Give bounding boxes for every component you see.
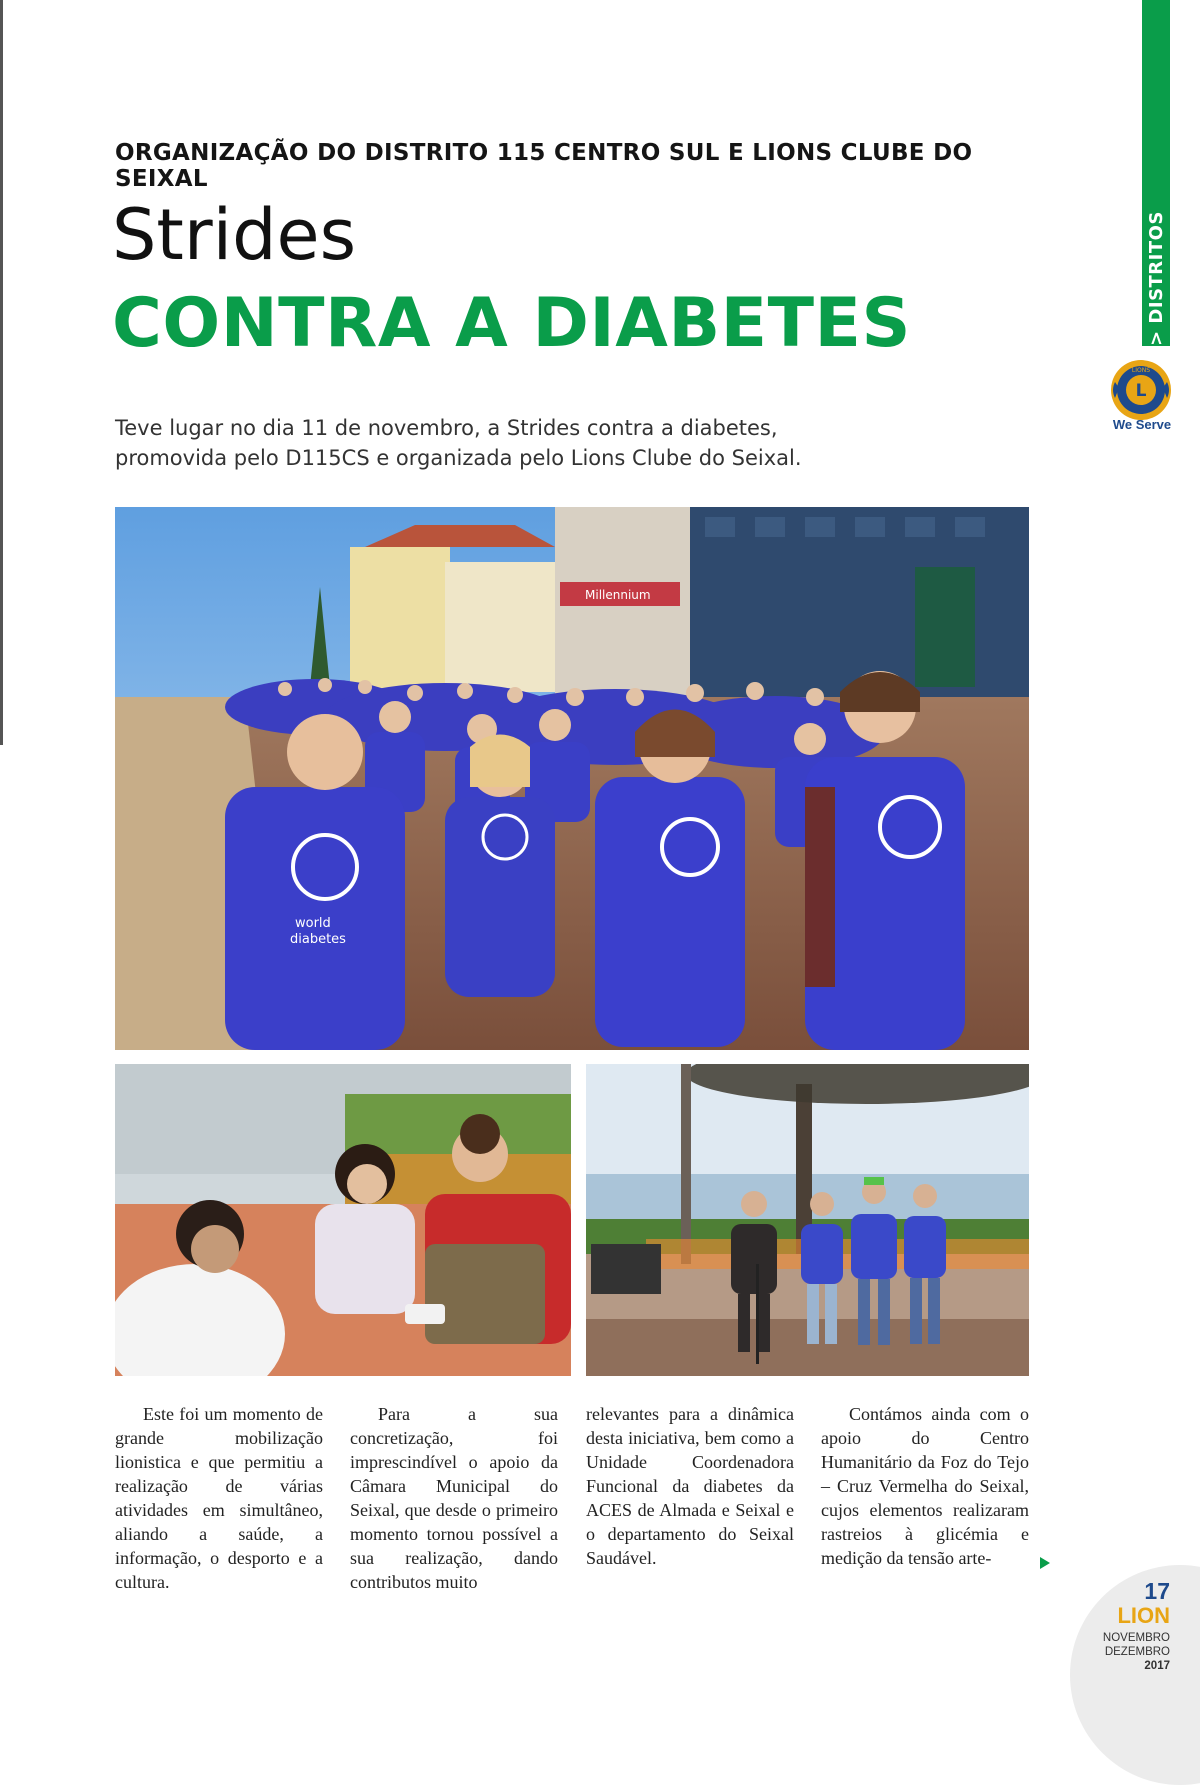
issue-year: 2017 (1144, 1660, 1170, 1672)
svg-text:diabetes: diabetes (290, 932, 346, 947)
left-page-edge (0, 0, 3, 745)
article-title-line2: CONTRA A DIABETES (112, 284, 911, 363)
page-number: 17 (1144, 1578, 1170, 1604)
issue-month-1: NOVEMBRO (1102, 1632, 1170, 1644)
article-lead (115, 413, 935, 473)
photo-health-screening (115, 1064, 571, 1376)
logo-tagline: We Serve (1112, 417, 1172, 432)
svg-text:L: L (1135, 381, 1147, 401)
lions-ring-text: LIONS (1131, 367, 1151, 374)
section-tab-label: > DISTRITOS (1145, 210, 1167, 346)
photo-group-riverside (586, 1064, 1029, 1376)
issue-month-2: DEZEMBRO (1104, 1646, 1170, 1658)
svg-text:world: world (295, 916, 331, 931)
body-column-2 (350, 1402, 558, 1594)
body-column-1 (115, 1402, 323, 1594)
lead-line-2: promovida pelo D115CS e organizada pelo Lions Clube do Seixal. (115, 446, 802, 470)
continue-arrow-icon (1040, 1557, 1050, 1569)
body-column-4 (821, 1402, 1029, 1570)
lead-line-1: Teve lugar no dia 11 de novembro, a Strides contra a diabetes, (115, 416, 778, 440)
body-paragraph-3: relevantes para a dinâmica desta iniciativa, bem como a Unidade Coordenadora Funcional da diabetes da ACES de Almada e Seixal e o departamento do Seixal Saudável. (586, 1404, 794, 1568)
section-tab-label-wrap (1142, 210, 1170, 346)
body-paragraph-2: Para a sua concretização, foi imprescindível o apoio da Câmara Municipal do Seixal, que desde o primeiro momento tornou possível a sua realização, dando contributos muito (350, 1404, 558, 1592)
body-column-3 (586, 1402, 794, 1570)
issue-info (1070, 1631, 1170, 1673)
article-title-line1: Strides (112, 194, 357, 276)
millennium-sign-text: Millennium (585, 588, 651, 602)
body-paragraph-1: Este foi um momento de grande mobilização lionistica e que permitiu a realização de várias atividades em simultâneo, aliando a saúde, a informação, o desporto e a cultura. (115, 1404, 323, 1592)
body-paragraph-4: Contámos ainda com o apoio do Centro Humanitário da Foz do Tejo – Cruz Vermelha do Seixal, cujos elementos realizaram rastreios à glicémia e medição da tensão arte- (821, 1404, 1029, 1568)
main-photo-walk (115, 507, 1029, 1050)
magazine-name: LION (1117, 1603, 1170, 1628)
lions-logo-icon (1109, 358, 1173, 422)
article-kicker: ORGANIZAÇÃO DO DISTRITO 115 CENTRO SUL E LIONS CLUBE DO SEIXAL (115, 140, 973, 192)
